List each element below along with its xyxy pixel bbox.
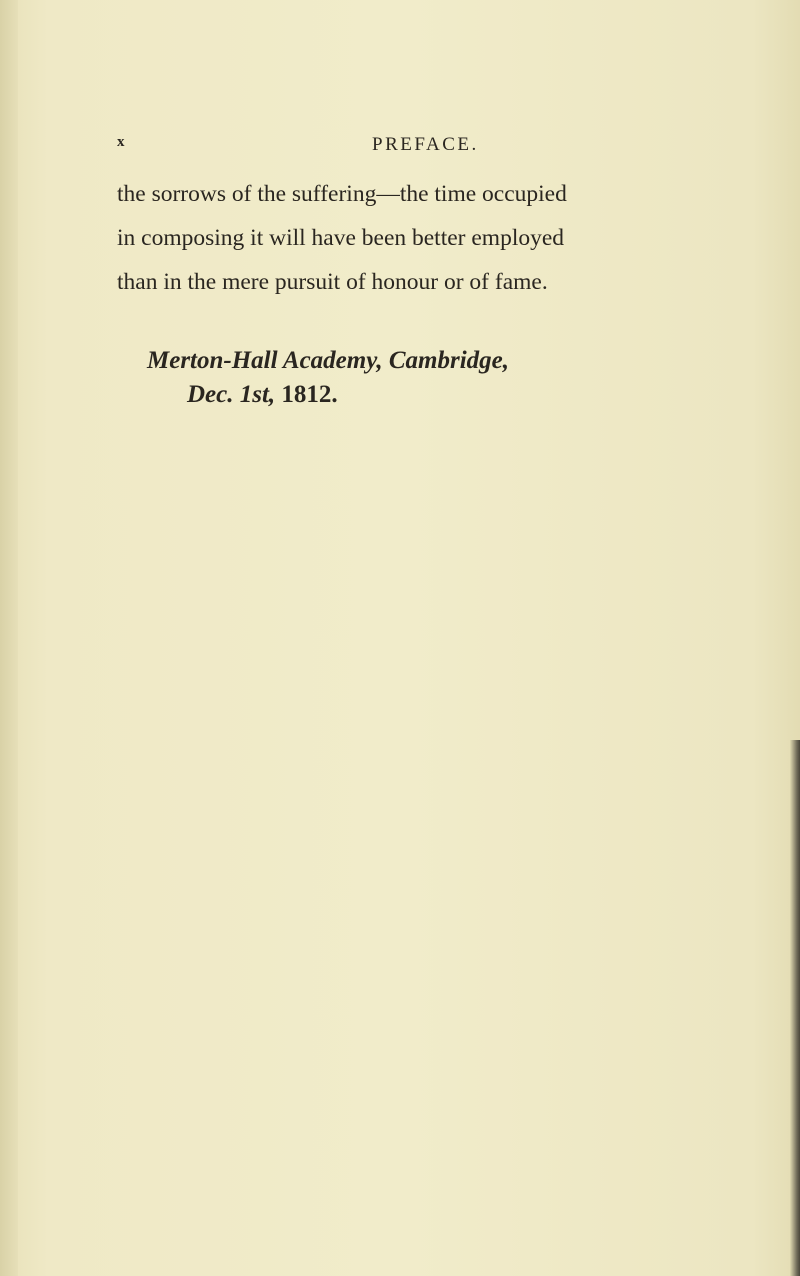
- body-text: [117, 172, 747, 304]
- page-right-edge: [790, 740, 800, 1276]
- signature-block: [147, 344, 747, 412]
- signature-date: [147, 378, 747, 412]
- text-line: the sorrows of the suffering—the time occupied: [117, 181, 567, 207]
- page-number: x: [117, 134, 125, 150]
- running-head: PREFACE.: [372, 134, 479, 155]
- page-header: [117, 134, 732, 162]
- signature-date-prefix: Dec. 1st,: [187, 381, 276, 408]
- signature-date-year: 1812.: [281, 381, 338, 408]
- page-left-edge: [0, 0, 18, 1276]
- text-line: than in the mere pursuit of honour or of fame.: [117, 269, 548, 295]
- text-line: in composing it will have been better employed: [117, 225, 565, 251]
- signature-place: Merton-Hall Academy, Cambridge,: [147, 347, 510, 374]
